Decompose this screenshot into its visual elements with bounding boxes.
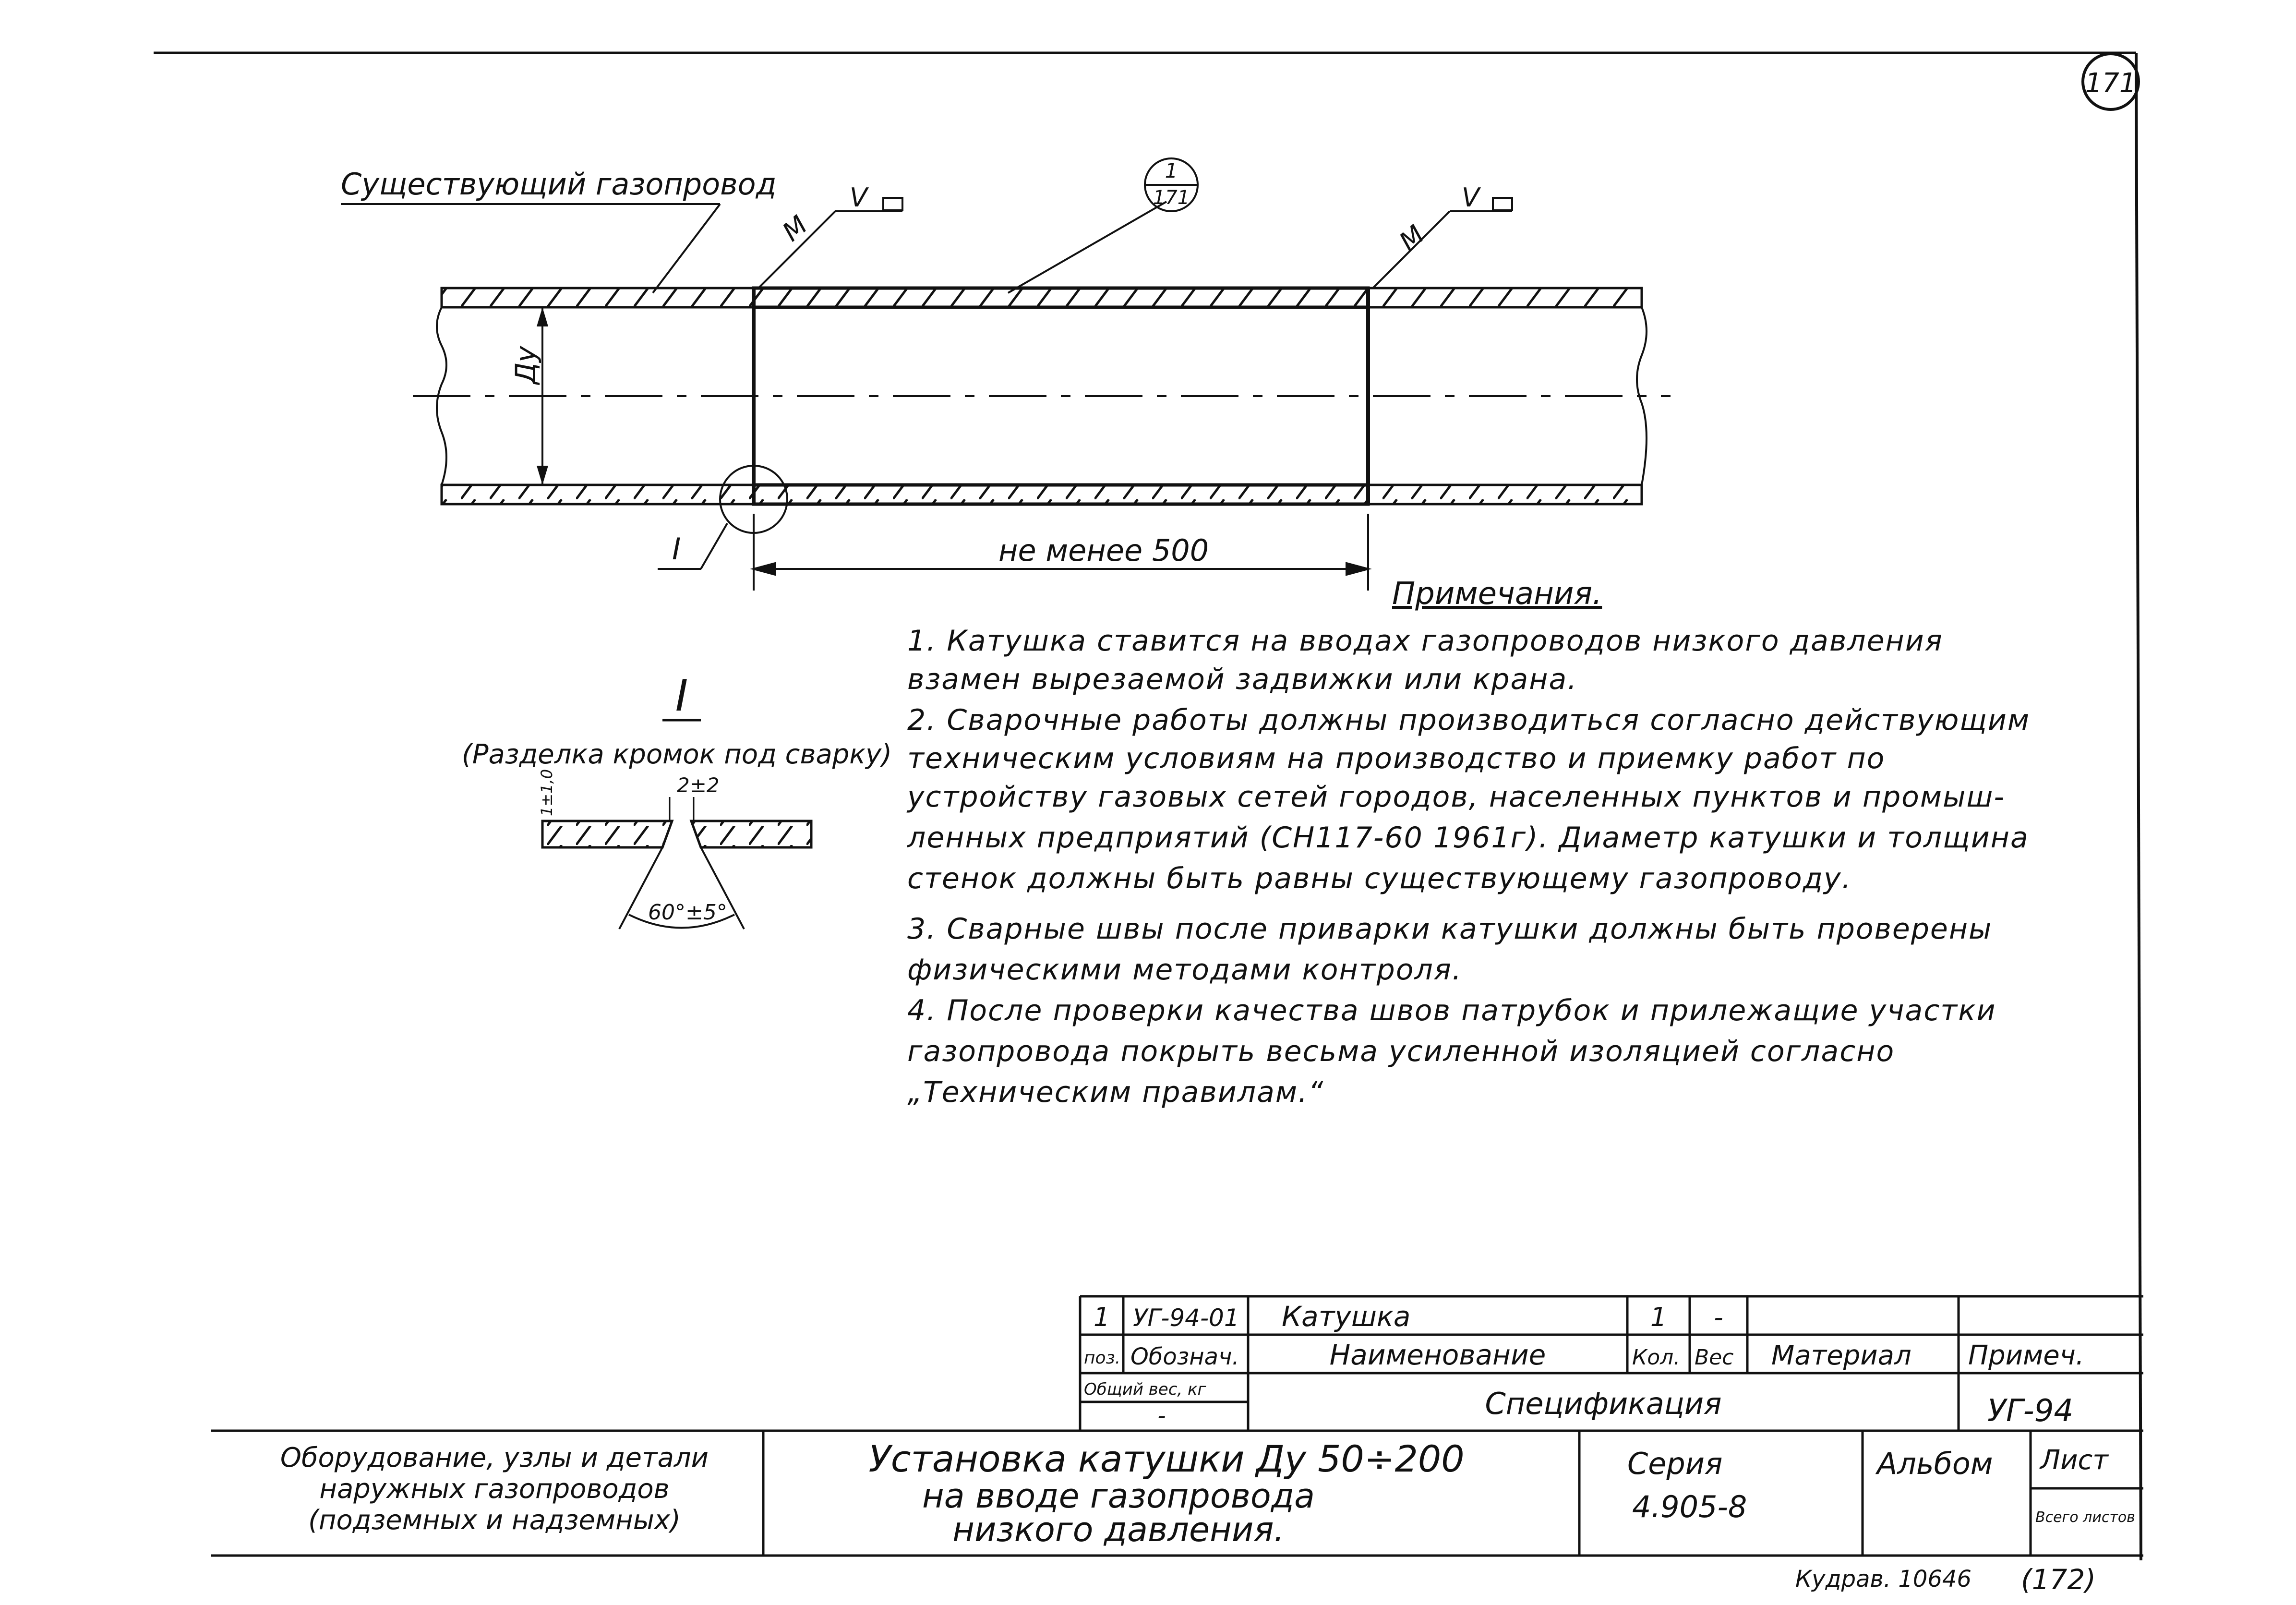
- note-line-10: 4. После проверки качества швов патрубок и прилежащие участки: [907, 994, 1996, 1027]
- note-line-3: 2. Сварочные работы должны производиться согласно действующим: [907, 703, 2031, 737]
- spool-wall-bottom: [754, 485, 1368, 504]
- gap-dimension: 2±2: [677, 773, 720, 797]
- detail-ref-bottom: 171: [1153, 187, 1190, 209]
- page-number: (172): [2021, 1563, 2096, 1596]
- pipe-wall-bottom-left: [442, 485, 754, 504]
- note-line-4: техническим условиям на производство и приемку работ по: [907, 742, 1886, 775]
- weld-label-m-left: M: [776, 209, 814, 247]
- note-line-6: ленных предприятий (СН117-60 1961г). Диаметр катушки и толщина: [907, 821, 2029, 855]
- spool-wall-top: [754, 288, 1368, 307]
- spec-row-pos: 1: [1093, 1302, 1110, 1332]
- sheet-number: 171: [2085, 68, 2137, 99]
- pipe-wall-top-right: [1368, 288, 1642, 307]
- sheet-label: Лист: [2040, 1445, 2108, 1476]
- spec-header-material: Материал: [1771, 1340, 1911, 1371]
- inventory-number: Кудрав. 10646: [1795, 1566, 1972, 1593]
- angle-dimension: 60°±5°: [648, 900, 727, 925]
- spec-header-code: Обознач.: [1130, 1343, 1239, 1370]
- weld-label-v-right: V: [1462, 182, 1479, 213]
- spec-header-note: Примеч.: [1968, 1340, 2084, 1371]
- doc-code: УГ-94: [1987, 1393, 2074, 1429]
- spec-header-weight: Вес: [1695, 1345, 1734, 1370]
- notes-title: Примечания.: [1392, 576, 1602, 612]
- spec-row-qty: 1: [1650, 1302, 1667, 1332]
- existing-pipe-label: Существующий газопровод: [341, 167, 777, 202]
- drawing-title-line-2: на вводе газопровода: [922, 1476, 1315, 1516]
- spec-header-qty: Кол.: [1632, 1345, 1681, 1370]
- weld-label-v-left: V: [850, 182, 867, 213]
- detail-marker: I: [672, 531, 681, 567]
- detail-ref-top: 1: [1165, 159, 1178, 182]
- spec-header-name: Наименование: [1329, 1339, 1546, 1371]
- side-dimension: 1±1,0: [538, 769, 556, 816]
- pipe-wall-bottom-right: [1368, 485, 1642, 504]
- note-line-8: 3. Сварные швы после приварки катушки должны быть проверены: [907, 912, 1993, 946]
- weld-label-m-right: M: [1393, 219, 1430, 257]
- total-sheets-label: Всего листов: [2035, 1509, 2135, 1526]
- detail-subtitle: (Разделка кромок под сварку): [461, 739, 892, 770]
- note-line-12: „Техническим правилам.“: [907, 1075, 1324, 1109]
- category-line-2: наружных газопроводов: [319, 1473, 670, 1505]
- series-value: 4.905-8: [1632, 1489, 1747, 1524]
- note-line-2: взамен вырезаемой задвижки или крана.: [907, 663, 1578, 696]
- spec-row-weight: -: [1714, 1302, 1723, 1332]
- spec-row-name: Катушка: [1282, 1300, 1411, 1333]
- total-weight-value: -: [1157, 1402, 1166, 1429]
- note-line-9: физическими методами контроля.: [907, 953, 1462, 987]
- total-weight-label: Общий вес, кг: [1084, 1380, 1206, 1399]
- detail-title: I: [675, 671, 688, 721]
- pipe-drawing: [413, 288, 1671, 504]
- spec-header-pos: поз.: [1084, 1348, 1121, 1368]
- edge-prep-detail: [462, 671, 892, 929]
- note-line-11: газопровода покрыть весьма усиленной изоляцией согласно: [907, 1035, 1895, 1068]
- length-dimension: не менее 500: [998, 533, 1209, 568]
- note-line-1: 1. Катушка ставится на вводах газопроводов низкого давления: [907, 624, 1943, 658]
- album-label: Альбом: [1877, 1446, 1993, 1481]
- category-line-3: (подземных и надземных): [308, 1505, 681, 1536]
- spec-label: Спецификация: [1485, 1386, 1722, 1421]
- series-label: Серия: [1627, 1446, 1723, 1481]
- diameter-label: Ду: [509, 346, 542, 384]
- note-line-5: устройству газовых сетей городов, населенных пунктов и промыш-: [907, 780, 2006, 814]
- pipe-wall-top-left: [442, 288, 754, 307]
- note-line-7: стенок должны быть равны существующему газопроводу.: [907, 862, 1852, 895]
- drawing-title-line-3: низкого давления.: [952, 1510, 1285, 1549]
- sheet-number-circle: [2083, 54, 2139, 109]
- category-line-1: Оборудование, узлы и детали: [280, 1442, 709, 1473]
- spec-row-code: УГ-94-01: [1133, 1304, 1239, 1332]
- drawing-title-line-1: Установка катушки Ду 50÷200: [868, 1437, 1465, 1480]
